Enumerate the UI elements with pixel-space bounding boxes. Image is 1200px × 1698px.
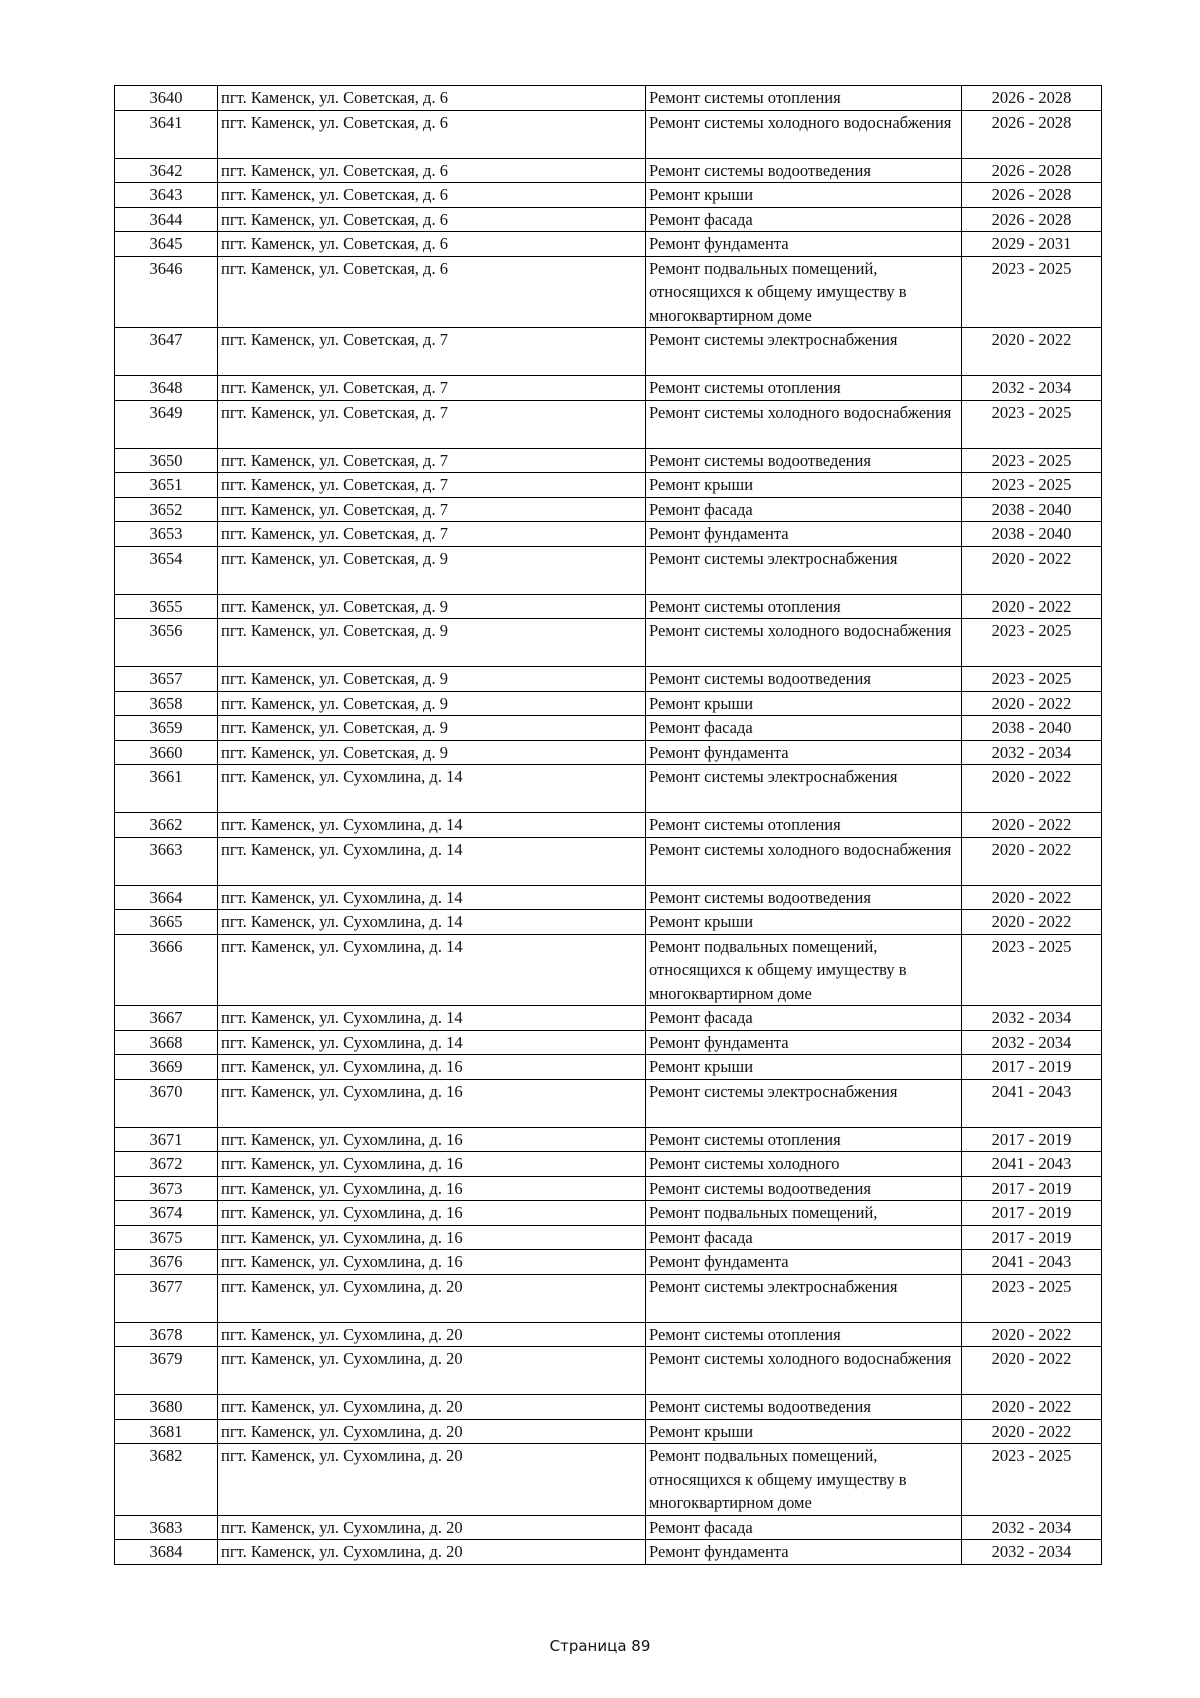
row-number-cell: 3660 xyxy=(115,740,218,765)
row-number-cell: 3654 xyxy=(115,546,218,594)
row-number-cell: 3674 xyxy=(115,1201,218,1226)
document-page xyxy=(114,85,1101,1565)
period-cell: 2026 - 2028 xyxy=(962,110,1102,158)
row-number-cell: 3658 xyxy=(115,691,218,716)
address-cell: пгт. Каменск, ул. Сухомлина, д. 16 xyxy=(218,1250,646,1275)
work-type-cell: Ремонт фундамента xyxy=(646,740,962,765)
address-cell: пгт. Каменск, ул. Советская, д. 9 xyxy=(218,667,646,692)
period-cell: 2017 - 2019 xyxy=(962,1225,1102,1250)
period-cell: 2032 - 2034 xyxy=(962,376,1102,401)
work-type-cell: Ремонт фасада xyxy=(646,1515,962,1540)
address-cell: пгт. Каменск, ул. Сухомлина, д. 20 xyxy=(218,1274,646,1322)
period-cell: 2020 - 2022 xyxy=(962,546,1102,594)
period-cell: 2032 - 2034 xyxy=(962,1540,1102,1565)
work-type-cell: Ремонт системы холодного водоснабжения xyxy=(646,837,962,885)
row-number-cell: 3665 xyxy=(115,910,218,935)
address-cell: пгт. Каменск, ул. Советская, д. 6 xyxy=(218,86,646,111)
row-number-cell: 3673 xyxy=(115,1176,218,1201)
table-row xyxy=(115,1540,1102,1565)
address-cell: пгт. Каменск, ул. Сухомлина, д. 20 xyxy=(218,1347,646,1395)
address-cell: пгт. Каменск, ул. Советская, д. 7 xyxy=(218,522,646,547)
address-cell: пгт. Каменск, ул. Сухомлина, д. 14 xyxy=(218,1006,646,1031)
address-cell: пгт. Каменск, ул. Сухомлина, д. 14 xyxy=(218,837,646,885)
address-cell: пгт. Каменск, ул. Советская, д. 9 xyxy=(218,619,646,667)
row-number-cell: 3652 xyxy=(115,497,218,522)
row-number-cell: 3679 xyxy=(115,1347,218,1395)
table-row xyxy=(115,934,1102,1006)
address-cell: пгт. Каменск, ул. Сухомлина, д. 16 xyxy=(218,1225,646,1250)
work-type-cell: Ремонт системы отопления xyxy=(646,1322,962,1347)
work-type-cell: Ремонт системы холодного водоснабжения xyxy=(646,400,962,448)
work-type-cell: Ремонт крыши xyxy=(646,473,962,498)
period-cell: 2032 - 2034 xyxy=(962,1030,1102,1055)
address-cell: пгт. Каменск, ул. Сухомлина, д. 20 xyxy=(218,1444,646,1516)
work-type-cell: Ремонт системы холодного водоснабжения xyxy=(646,110,962,158)
table-row xyxy=(115,1322,1102,1347)
row-number-cell: 3651 xyxy=(115,473,218,498)
period-cell: 2029 - 2031 xyxy=(962,232,1102,257)
period-cell: 2020 - 2022 xyxy=(962,765,1102,813)
period-cell: 2020 - 2022 xyxy=(962,1347,1102,1395)
work-type-cell: Ремонт подвальных помещений, xyxy=(646,1201,962,1226)
table-row xyxy=(115,376,1102,401)
work-type-cell: Ремонт системы электроснабжения xyxy=(646,1274,962,1322)
row-number-cell: 3667 xyxy=(115,1006,218,1031)
period-cell: 2020 - 2022 xyxy=(962,594,1102,619)
period-cell: 2026 - 2028 xyxy=(962,86,1102,111)
row-number-cell: 3666 xyxy=(115,934,218,1006)
period-cell: 2023 - 2025 xyxy=(962,934,1102,1006)
row-number-cell: 3655 xyxy=(115,594,218,619)
table-row xyxy=(115,86,1102,111)
address-cell: пгт. Каменск, ул. Сухомлина, д. 16 xyxy=(218,1127,646,1152)
period-cell: 2020 - 2022 xyxy=(962,885,1102,910)
period-cell: 2023 - 2025 xyxy=(962,400,1102,448)
table-row xyxy=(115,813,1102,838)
table-row xyxy=(115,207,1102,232)
work-type-cell: Ремонт системы электроснабжения xyxy=(646,328,962,376)
work-type-cell: Ремонт крыши xyxy=(646,1419,962,1444)
table-row xyxy=(115,110,1102,158)
row-number-cell: 3641 xyxy=(115,110,218,158)
row-number-cell: 3659 xyxy=(115,716,218,741)
period-cell: 2041 - 2043 xyxy=(962,1152,1102,1177)
table-row xyxy=(115,546,1102,594)
row-number-cell: 3680 xyxy=(115,1395,218,1420)
work-type-cell: Ремонт системы водоотведения xyxy=(646,885,962,910)
table-row xyxy=(115,837,1102,885)
row-number-cell: 3643 xyxy=(115,183,218,208)
row-number-cell: 3649 xyxy=(115,400,218,448)
work-type-cell: Ремонт крыши xyxy=(646,1055,962,1080)
work-type-cell: Ремонт фасада xyxy=(646,497,962,522)
period-cell: 2020 - 2022 xyxy=(962,1395,1102,1420)
table-row xyxy=(115,619,1102,667)
address-cell: пгт. Каменск, ул. Сухомлина, д. 14 xyxy=(218,910,646,935)
table-row xyxy=(115,522,1102,547)
table-row xyxy=(115,594,1102,619)
table-row xyxy=(115,765,1102,813)
address-cell: пгт. Каменск, ул. Сухомлина, д. 20 xyxy=(218,1322,646,1347)
period-cell: 2032 - 2034 xyxy=(962,740,1102,765)
row-number-cell: 3653 xyxy=(115,522,218,547)
address-cell: пгт. Каменск, ул. Советская, д. 6 xyxy=(218,207,646,232)
address-cell: пгт. Каменск, ул. Советская, д. 9 xyxy=(218,594,646,619)
address-cell: пгт. Каменск, ул. Советская, д. 6 xyxy=(218,256,646,328)
work-type-cell: Ремонт фасада xyxy=(646,1225,962,1250)
address-cell: пгт. Каменск, ул. Советская, д. 9 xyxy=(218,740,646,765)
work-type-cell: Ремонт системы холодного водоснабжения xyxy=(646,619,962,667)
table-row xyxy=(115,691,1102,716)
work-type-cell: Ремонт системы отопления xyxy=(646,813,962,838)
address-cell: пгт. Каменск, ул. Советская, д. 6 xyxy=(218,183,646,208)
row-number-cell: 3675 xyxy=(115,1225,218,1250)
table-row xyxy=(115,910,1102,935)
address-cell: пгт. Каменск, ул. Сухомлина, д. 16 xyxy=(218,1176,646,1201)
row-number-cell: 3678 xyxy=(115,1322,218,1347)
period-cell: 2038 - 2040 xyxy=(962,497,1102,522)
table-row xyxy=(115,1274,1102,1322)
work-type-cell: Ремонт подвальных помещений, относящихся к общему имуществу в многоквартирном доме xyxy=(646,934,962,1006)
work-type-cell: Ремонт системы электроснабжения xyxy=(646,546,962,594)
work-type-cell: Ремонт системы водоотведения xyxy=(646,667,962,692)
work-type-cell: Ремонт фасада xyxy=(646,716,962,741)
row-number-cell: 3650 xyxy=(115,448,218,473)
row-number-cell: 3640 xyxy=(115,86,218,111)
row-number-cell: 3676 xyxy=(115,1250,218,1275)
work-type-cell: Ремонт подвальных помещений, относящихся к общему имуществу в многоквартирном доме xyxy=(646,256,962,328)
table-row xyxy=(115,1225,1102,1250)
address-cell: пгт. Каменск, ул. Сухомлина, д. 16 xyxy=(218,1079,646,1127)
address-cell: пгт. Каменск, ул. Советская, д. 7 xyxy=(218,473,646,498)
work-type-cell: Ремонт системы электроснабжения xyxy=(646,1079,962,1127)
period-cell: 2026 - 2028 xyxy=(962,158,1102,183)
page-number: Страница 89 xyxy=(549,1637,651,1655)
address-cell: пгт. Каменск, ул. Сухомлина, д. 14 xyxy=(218,934,646,1006)
period-cell: 2023 - 2025 xyxy=(962,448,1102,473)
work-type-cell: Ремонт системы холодного водоснабжения xyxy=(646,1347,962,1395)
row-number-cell: 3647 xyxy=(115,328,218,376)
table-row xyxy=(115,232,1102,257)
row-number-cell: 3657 xyxy=(115,667,218,692)
table-row xyxy=(115,1419,1102,1444)
row-number-cell: 3670 xyxy=(115,1079,218,1127)
period-cell: 2041 - 2043 xyxy=(962,1079,1102,1127)
row-number-cell: 3677 xyxy=(115,1274,218,1322)
repair-schedule-table xyxy=(114,85,1102,1565)
address-cell: пгт. Каменск, ул. Советская, д. 6 xyxy=(218,232,646,257)
period-cell: 2020 - 2022 xyxy=(962,910,1102,935)
period-cell: 2023 - 2025 xyxy=(962,256,1102,328)
row-number-cell: 3661 xyxy=(115,765,218,813)
period-cell: 2020 - 2022 xyxy=(962,328,1102,376)
period-cell: 2038 - 2040 xyxy=(962,522,1102,547)
period-cell: 2017 - 2019 xyxy=(962,1055,1102,1080)
address-cell: пгт. Каменск, ул. Советская, д. 9 xyxy=(218,546,646,594)
address-cell: пгт. Каменск, ул. Советская, д. 9 xyxy=(218,691,646,716)
table-row xyxy=(115,740,1102,765)
period-cell: 2032 - 2034 xyxy=(962,1515,1102,1540)
table-row xyxy=(115,1127,1102,1152)
table-row xyxy=(115,1515,1102,1540)
address-cell: пгт. Каменск, ул. Советская, д. 7 xyxy=(218,497,646,522)
period-cell: 2020 - 2022 xyxy=(962,1419,1102,1444)
period-cell: 2032 - 2034 xyxy=(962,1006,1102,1031)
period-cell: 2023 - 2025 xyxy=(962,667,1102,692)
table-row xyxy=(115,1250,1102,1275)
table-row xyxy=(115,183,1102,208)
address-cell: пгт. Каменск, ул. Сухомлина, д. 16 xyxy=(218,1201,646,1226)
address-cell: пгт. Каменск, ул. Сухомлина, д. 20 xyxy=(218,1395,646,1420)
table-row xyxy=(115,1030,1102,1055)
address-cell: пгт. Каменск, ул. Сухомлина, д. 14 xyxy=(218,1030,646,1055)
table-row xyxy=(115,1444,1102,1516)
period-cell: 2023 - 2025 xyxy=(962,473,1102,498)
period-cell: 2026 - 2028 xyxy=(962,207,1102,232)
row-number-cell: 3668 xyxy=(115,1030,218,1055)
table-row xyxy=(115,1201,1102,1226)
period-cell: 2020 - 2022 xyxy=(962,1322,1102,1347)
period-cell: 2020 - 2022 xyxy=(962,813,1102,838)
work-type-cell: Ремонт крыши xyxy=(646,183,962,208)
row-number-cell: 3656 xyxy=(115,619,218,667)
work-type-cell: Ремонт фасада xyxy=(646,207,962,232)
work-type-cell: Ремонт фундамента xyxy=(646,232,962,257)
address-cell: пгт. Каменск, ул. Советская, д. 7 xyxy=(218,448,646,473)
table-row xyxy=(115,328,1102,376)
row-number-cell: 3645 xyxy=(115,232,218,257)
work-type-cell: Ремонт фасада xyxy=(646,1006,962,1031)
row-number-cell: 3681 xyxy=(115,1419,218,1444)
row-number-cell: 3683 xyxy=(115,1515,218,1540)
work-type-cell: Ремонт системы электроснабжения xyxy=(646,765,962,813)
row-number-cell: 3648 xyxy=(115,376,218,401)
address-cell: пгт. Каменск, ул. Советская, д. 9 xyxy=(218,716,646,741)
address-cell: пгт. Каменск, ул. Сухомлина, д. 20 xyxy=(218,1540,646,1565)
period-cell: 2017 - 2019 xyxy=(962,1176,1102,1201)
work-type-cell: Ремонт системы водоотведения xyxy=(646,1395,962,1420)
period-cell: 2020 - 2022 xyxy=(962,691,1102,716)
table-row xyxy=(115,885,1102,910)
period-cell: 2020 - 2022 xyxy=(962,837,1102,885)
work-type-cell: Ремонт системы отопления xyxy=(646,594,962,619)
work-type-cell: Ремонт фундамента xyxy=(646,1250,962,1275)
work-type-cell: Ремонт системы отопления xyxy=(646,376,962,401)
table-row xyxy=(115,1176,1102,1201)
address-cell: пгт. Каменск, ул. Советская, д. 6 xyxy=(218,158,646,183)
address-cell: пгт. Каменск, ул. Сухомлина, д. 20 xyxy=(218,1515,646,1540)
address-cell: пгт. Каменск, ул. Сухомлина, д. 16 xyxy=(218,1152,646,1177)
work-type-cell: Ремонт фундамента xyxy=(646,1030,962,1055)
period-cell: 2026 - 2028 xyxy=(962,183,1102,208)
work-type-cell: Ремонт подвальных помещений, относящихся к общему имуществу в многоквартирном доме xyxy=(646,1444,962,1516)
work-type-cell: Ремонт крыши xyxy=(646,910,962,935)
work-type-cell: Ремонт системы отопления xyxy=(646,86,962,111)
row-number-cell: 3682 xyxy=(115,1444,218,1516)
table-row xyxy=(115,1079,1102,1127)
period-cell: 2017 - 2019 xyxy=(962,1127,1102,1152)
period-cell: 2023 - 2025 xyxy=(962,619,1102,667)
address-cell: пгт. Каменск, ул. Советская, д. 7 xyxy=(218,376,646,401)
row-number-cell: 3684 xyxy=(115,1540,218,1565)
table-row xyxy=(115,400,1102,448)
period-cell: 2017 - 2019 xyxy=(962,1201,1102,1226)
row-number-cell: 3671 xyxy=(115,1127,218,1152)
work-type-cell: Ремонт системы водоотведения xyxy=(646,158,962,183)
table-row xyxy=(115,1006,1102,1031)
address-cell: пгт. Каменск, ул. Сухомлина, д. 14 xyxy=(218,813,646,838)
work-type-cell: Ремонт системы водоотведения xyxy=(646,1176,962,1201)
row-number-cell: 3669 xyxy=(115,1055,218,1080)
table-row xyxy=(115,158,1102,183)
address-cell: пгт. Каменск, ул. Советская, д. 7 xyxy=(218,328,646,376)
table-row xyxy=(115,256,1102,328)
table-row xyxy=(115,1055,1102,1080)
work-type-cell: Ремонт системы холодного xyxy=(646,1152,962,1177)
table-row xyxy=(115,473,1102,498)
table-row xyxy=(115,1347,1102,1395)
table-row xyxy=(115,1395,1102,1420)
row-number-cell: 3664 xyxy=(115,885,218,910)
period-cell: 2041 - 2043 xyxy=(962,1250,1102,1275)
table-row xyxy=(115,667,1102,692)
address-cell: пгт. Каменск, ул. Советская, д. 6 xyxy=(218,110,646,158)
period-cell: 2023 - 2025 xyxy=(962,1274,1102,1322)
row-number-cell: 3662 xyxy=(115,813,218,838)
address-cell: пгт. Каменск, ул. Советская, д. 7 xyxy=(218,400,646,448)
work-type-cell: Ремонт системы отопления xyxy=(646,1127,962,1152)
row-number-cell: 3672 xyxy=(115,1152,218,1177)
row-number-cell: 3646 xyxy=(115,256,218,328)
row-number-cell: 3642 xyxy=(115,158,218,183)
address-cell: пгт. Каменск, ул. Сухомлина, д. 14 xyxy=(218,765,646,813)
table-row xyxy=(115,716,1102,741)
row-number-cell: 3644 xyxy=(115,207,218,232)
table-body xyxy=(115,86,1102,1565)
period-cell: 2023 - 2025 xyxy=(962,1444,1102,1516)
work-type-cell: Ремонт фундамента xyxy=(646,522,962,547)
table-row xyxy=(115,1152,1102,1177)
address-cell: пгт. Каменск, ул. Сухомлина, д. 14 xyxy=(218,885,646,910)
period-cell: 2038 - 2040 xyxy=(962,716,1102,741)
work-type-cell: Ремонт крыши xyxy=(646,691,962,716)
work-type-cell: Ремонт фундамента xyxy=(646,1540,962,1565)
table-row xyxy=(115,497,1102,522)
address-cell: пгт. Каменск, ул. Сухомлина, д. 16 xyxy=(218,1055,646,1080)
address-cell: пгт. Каменск, ул. Сухомлина, д. 20 xyxy=(218,1419,646,1444)
work-type-cell: Ремонт системы водоотведения xyxy=(646,448,962,473)
row-number-cell: 3663 xyxy=(115,837,218,885)
table-row xyxy=(115,448,1102,473)
